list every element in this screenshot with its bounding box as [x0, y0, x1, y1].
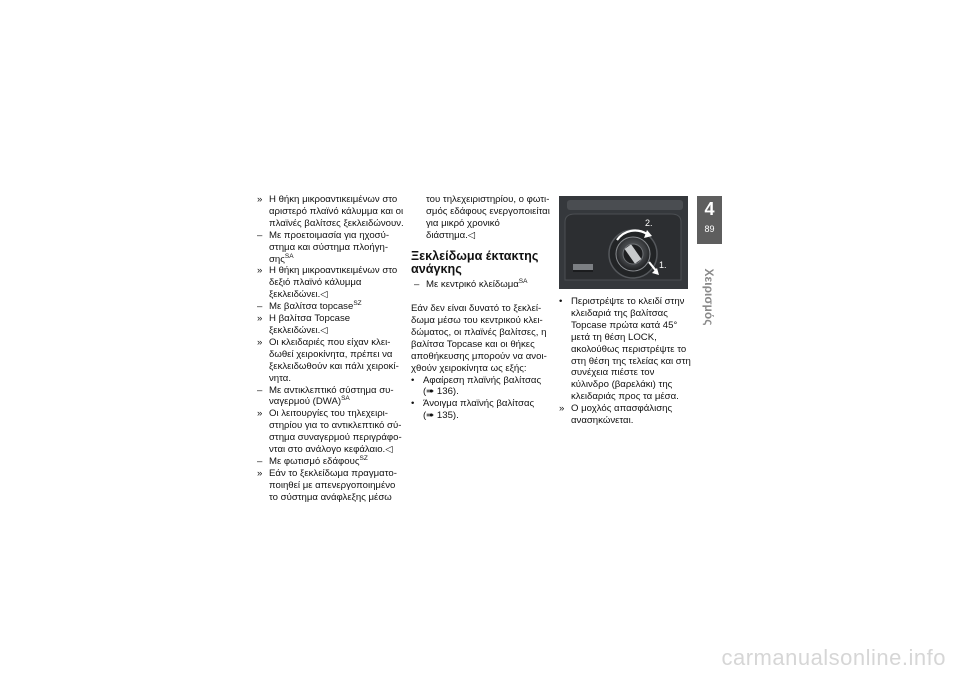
item-text: Οι κλειδαριές που είχαν κλειδωθεί χειροκίνητα, πρέπει να ξεκλειδωθούν και πάλι χειροκίνητα.	[269, 336, 399, 384]
item-text: Οι λειτουργίες του τηλεχειριστηρίου για το αντικλεπτικό σύστημα συναγερμού περιγράφονται στο ανάλογο κεφάλαιο.◁	[269, 408, 402, 456]
item-text: Περιστρέψτε το κλειδί στην κλειδαριά της βαλίτσας Topcase πρώτα κατά 45° μετά τη θέση LOCK, ακολούθως περιστρέψτε το στη θέση της τελείας και στη συνέχεια πιέστε τον κύλινδρο (βαρελάκι) της κλειδαριάς προς τα μέσα.	[571, 296, 691, 403]
page-ref-link[interactable]: (➠ 136).	[423, 386, 459, 398]
option-code: SA	[284, 252, 294, 260]
list-item	[254, 230, 404, 266]
page-number: 89	[704, 224, 715, 234]
photo-label-2: 2.	[645, 218, 653, 228]
list-item	[559, 403, 693, 427]
side-label	[697, 252, 722, 342]
list-item	[411, 398, 551, 422]
list-item	[254, 337, 404, 385]
lock-photo	[559, 196, 688, 289]
list-item	[559, 296, 693, 403]
item-text: του τηλεχειριστηρίου, ο φωτισμός εδάφους ενεργοποιείται για μικρό χρονικό διάστημα.◁	[426, 194, 550, 241]
item-text: Η βαλίτσα Topcase ξεκλειδώνει.◁	[269, 313, 351, 336]
list-item	[411, 279, 551, 291]
paragraph: Εάν δεν είναι δυνατό το ξεκλείδωμα μέσω του κεντρικού κλειδώματος, οι πλαϊνές βαλίτσες, η βαλίτσα Topcase και οι θήκες αποθήκευσης μπορούν να ανοιχθούν χειροκίνητα ως εξής:	[411, 303, 547, 374]
marker: »	[257, 313, 263, 325]
bullet: •	[411, 374, 415, 386]
list-item	[411, 375, 551, 399]
list-item	[254, 265, 404, 301]
side-label-text: Χειρισμός	[702, 268, 716, 326]
marker: »	[257, 336, 263, 348]
item-text: Με φωτισμό εδάφους	[269, 455, 360, 467]
marker: –	[257, 455, 263, 467]
item-text: Με προετοιμασία για ηχοσύστημα και σύστημα πλοήγησης	[269, 229, 390, 265]
lock-illustration	[559, 196, 688, 289]
marker: –	[414, 279, 420, 291]
item-text: Άνοιγμα πλαϊνής βαλίτσας	[423, 398, 535, 410]
bullet: •	[559, 296, 563, 307]
item-text: Με βαλίτσα topcase	[269, 301, 354, 313]
page-ref-link[interactable]: (➠ 135).	[423, 410, 459, 422]
list-item	[254, 468, 404, 504]
list-item	[254, 194, 404, 230]
continued-text	[411, 194, 551, 242]
list-item	[254, 456, 404, 468]
list-item	[254, 408, 404, 456]
item-text: Αφαίρεση πλαϊνής βαλίτσας	[423, 374, 542, 386]
photo-label-1: 1.	[659, 260, 667, 270]
item-text: Με αντικλεπτικό σύστημα συναγερμού (DWA)	[269, 384, 394, 408]
marker: –	[257, 301, 263, 313]
option-code: SZ	[359, 454, 368, 462]
section-heading: Ξεκλείδωμα έκτακτης ανάγκης	[411, 248, 539, 277]
marker: »	[559, 403, 565, 415]
list-item	[254, 313, 404, 337]
option-code: SA	[518, 278, 528, 286]
chapter-number: 4	[704, 199, 715, 219]
marker: –	[257, 229, 263, 241]
marker: »	[257, 265, 263, 277]
column-right	[559, 296, 693, 427]
marker: »	[257, 467, 263, 479]
item-text: Ο μοχλός απασφάλισης ανασηκώνεται.	[571, 403, 673, 427]
marker: –	[257, 384, 263, 396]
watermark: carmanualsonline.info	[721, 645, 946, 670]
column-left	[254, 194, 404, 504]
marker: »	[257, 408, 263, 420]
item-text: Η θήκη μικροαντικειμένων στο δεξιό πλαϊνό κάλυμμα ξεκλειδώνει.◁	[269, 265, 398, 301]
list-item	[254, 385, 404, 409]
chapter-tab	[697, 196, 722, 244]
option-code: SZ	[353, 299, 362, 307]
column-middle	[411, 194, 551, 422]
item-text: Η θήκη μικροαντικειμένων στο αριστερό πλαϊνό κάλυμμα και οι πλαϊνές βαλίτσες ξεκλειδώνουν.	[269, 194, 404, 229]
list-item	[254, 301, 404, 313]
item-text: Εάν το ξεκλείδωμα πραγματοποιηθεί με απενεργοποιημένο το σύστημα ανάφλεξης μέσω	[269, 467, 397, 503]
option-code: SA	[341, 395, 350, 403]
marker: »	[257, 194, 263, 205]
item-text: Με κεντρικό κλείδωμα	[426, 279, 519, 291]
bullet: •	[411, 398, 415, 410]
